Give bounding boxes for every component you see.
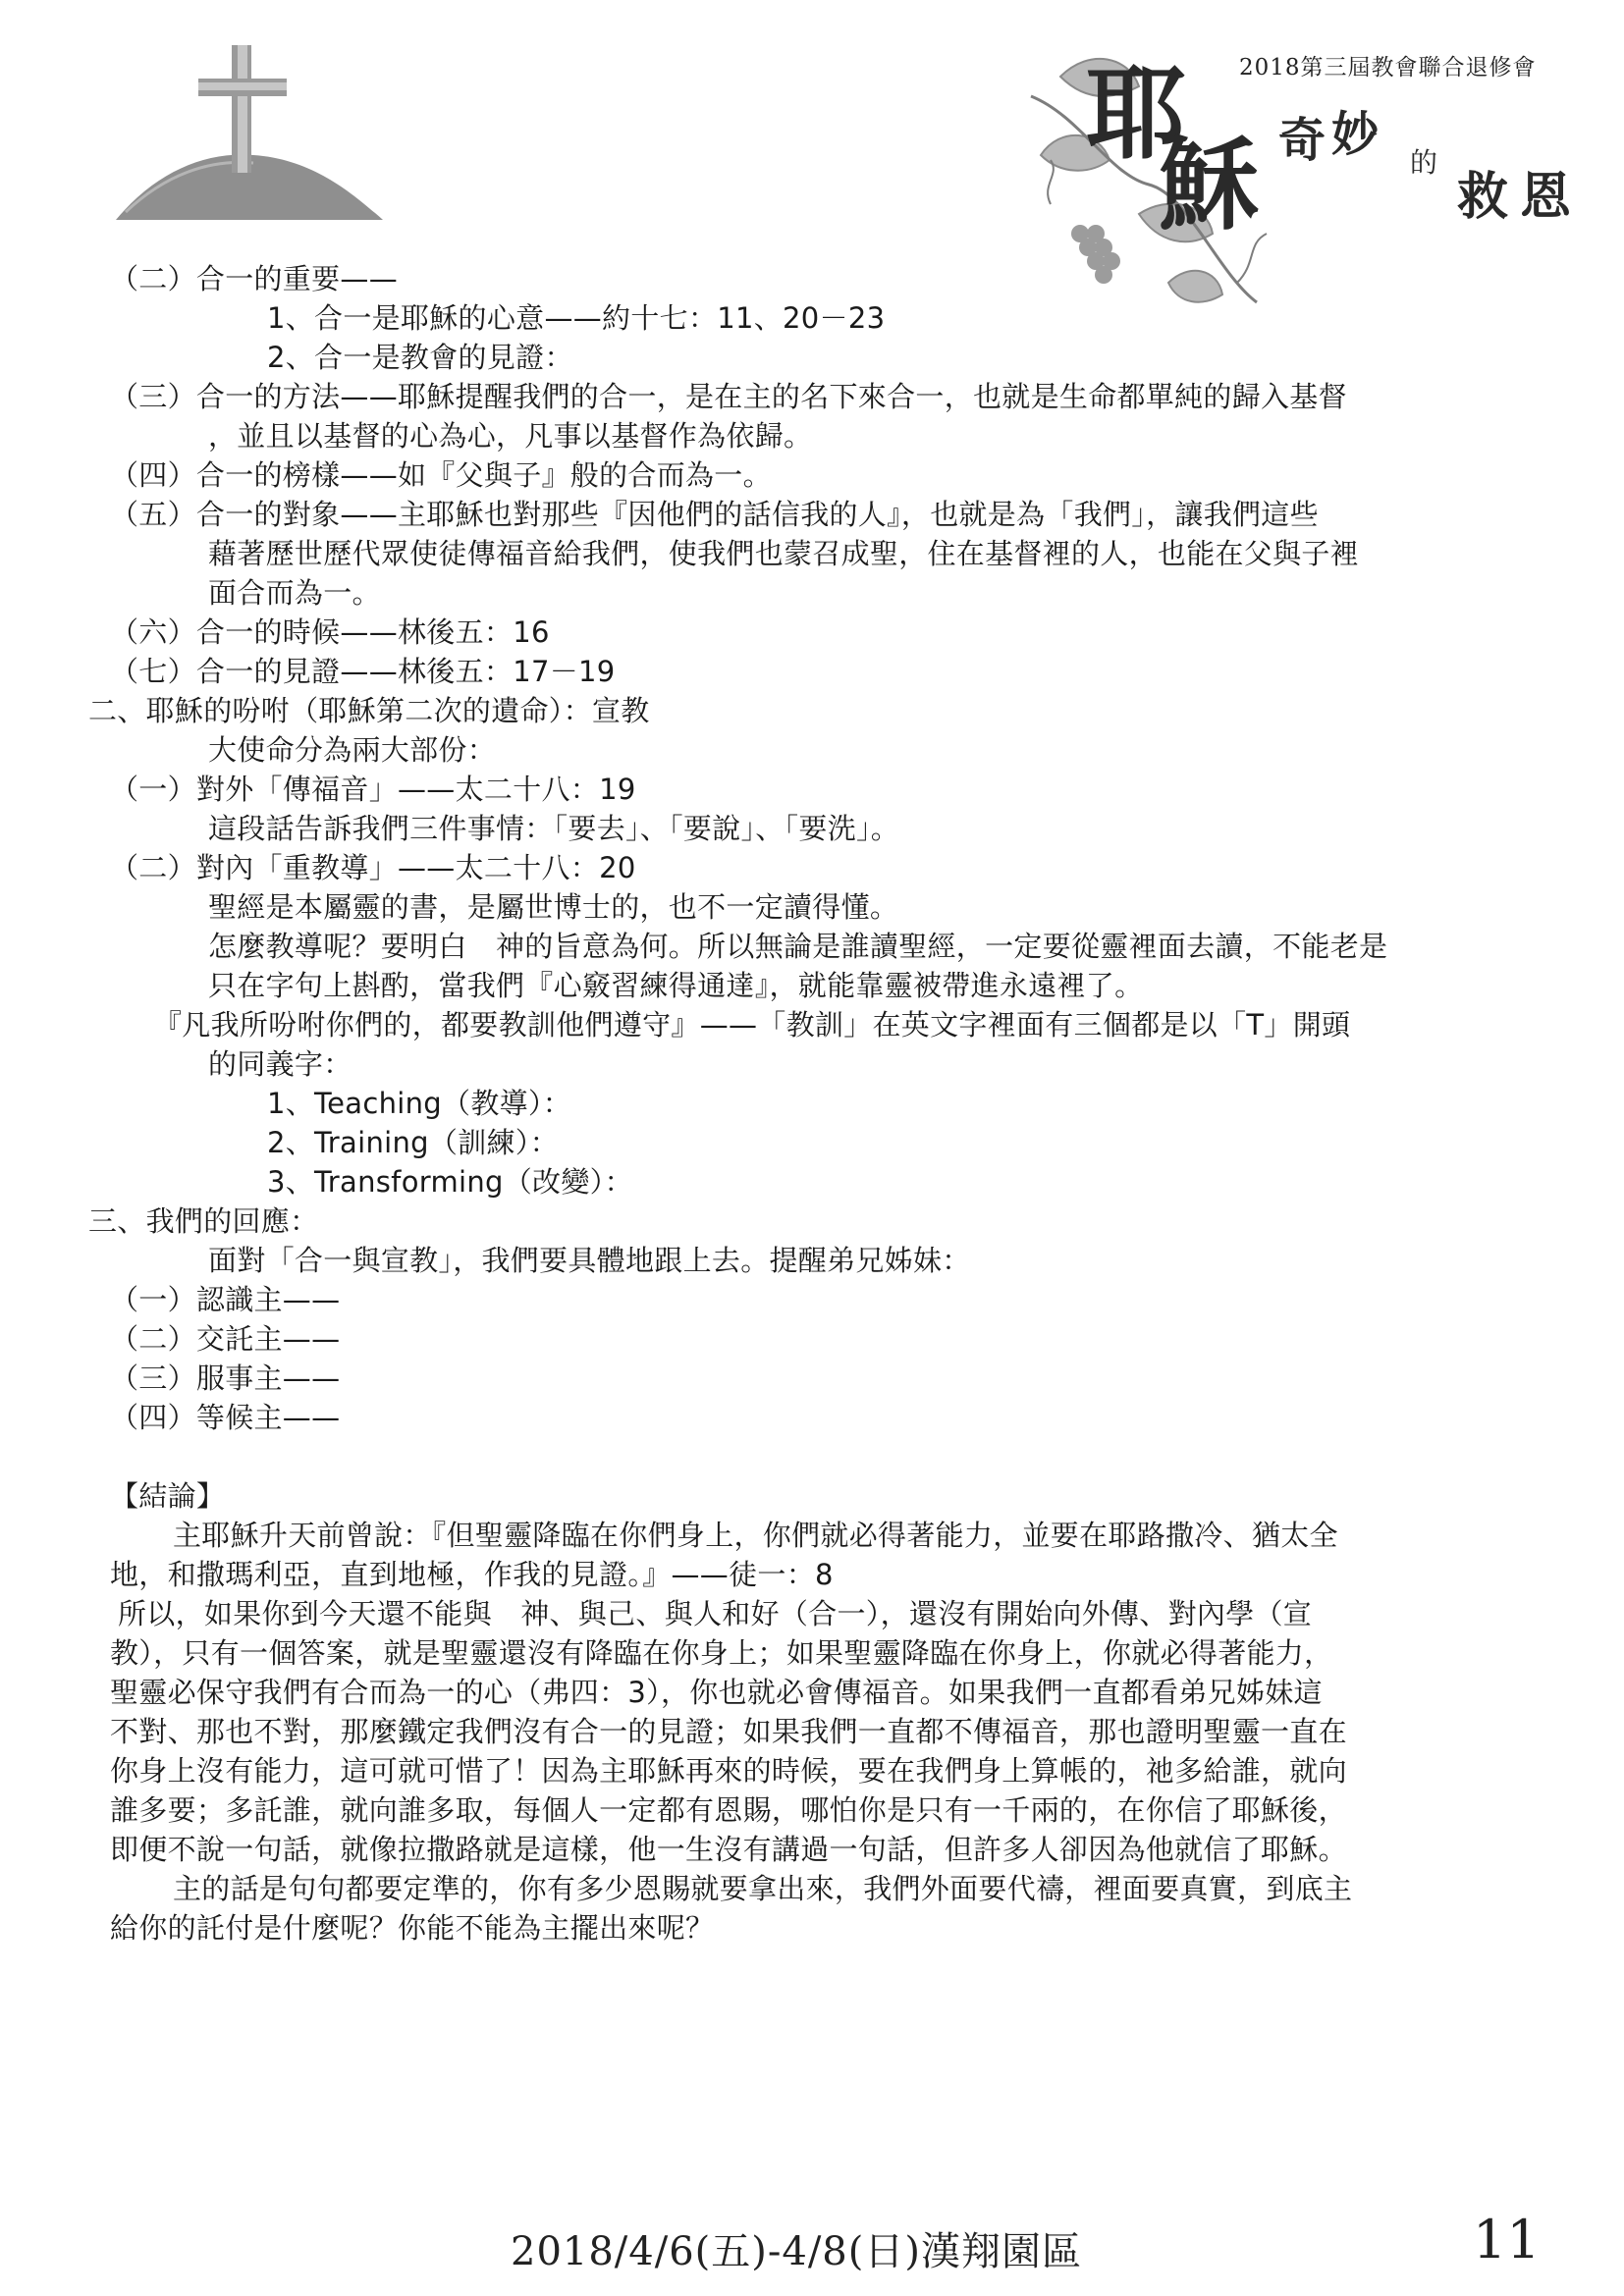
text-line: 3、Transforming（改變）： — [267, 1165, 633, 1199]
text-line: 你身上沒有能力，這可就可惜了！因為主耶穌再來的時候，要在我們身上算帳的，祂多給誰，就向 — [110, 1754, 1347, 1788]
text-line: 聖靈必保守我們有合而為一的心（弗四：3），你也就必會傳福音。如果我們一直都看弟兄姊妹這 — [110, 1676, 1323, 1709]
text-line: 大使命分為兩大部份： — [208, 733, 497, 767]
text-line: 不對、那也不對，那麼鐵定我們沒有合一的見證；如果我們一直都不傳福音，那也證明聖靈一直在 — [110, 1715, 1347, 1748]
text-line: （二）合一的重要—— — [110, 262, 399, 295]
page-number: 11 — [1473, 2209, 1541, 2270]
text-line: 所以，如果你到今天還不能與 神、與己、與人和好（合一），還沒有開始向外傳、對內學（宣 — [118, 1597, 1313, 1630]
section-heading: 【結論】 — [110, 1479, 226, 1513]
body-text — [88, 259, 1534, 1948]
logo-char-qi: 奇 — [1278, 113, 1326, 168]
text-line: 這段話告訴我們三件事情：「要去」、「要說」、「要洗」。 — [208, 812, 900, 845]
text-line: 誰多要；多託誰，就向誰多取，每個人一定都有恩賜，哪怕你是只有一千兩的，在你信了耶穌後， — [110, 1793, 1347, 1827]
logo-char-ye: 耶 — [1086, 56, 1186, 174]
text-line: （四）合一的榜樣——如『父與子』般的合而為一。 — [110, 458, 772, 492]
text-line: （三）合一的方法——耶穌提醒我們的合一，是在主的名下來合一，也就是生命都單純的歸入基督 — [110, 380, 1347, 413]
cross-on-hill-icon — [116, 45, 383, 224]
logo-char-en: 恩 — [1520, 167, 1572, 227]
logo-char-su: 穌 — [1159, 127, 1259, 244]
logo-char-jiu: 救 — [1457, 167, 1509, 227]
text-line: 1、合一是耶穌的心意——約十七：11、20－23 — [267, 301, 886, 335]
text-line: 2、合一是教會的見證： — [267, 341, 573, 374]
text-line: 面對「合一與宣教」，我們要具體地跟上去。提醒弟兄姊妹： — [208, 1244, 971, 1277]
text-line: 即便不說一句話，就像拉撒路就是這樣，他一生沒有講過一句話，但許多人卻因為他就信了耶穌。 — [110, 1833, 1347, 1866]
text-line: 2、Training（訓練）： — [267, 1126, 559, 1159]
text-line: （三）服事主—— — [110, 1362, 341, 1395]
section-heading: 二、耶穌的吩咐（耶穌第二次的遺命）：宣教 — [88, 694, 650, 727]
text-line: ，並且以基督的心為心，凡事以基督作為依歸。 — [208, 419, 813, 453]
text-line: （六）合一的時候——林後五：16 — [110, 615, 550, 649]
text-line: （一）認識主—— — [110, 1283, 341, 1316]
text-line: 藉著歷世歷代眾使徒傳福音給我們，使我們也蒙召成聖，住在基督裡的人，也能在父與子裡 — [208, 537, 1360, 570]
text-line: （二）對內「重教導」——太二十八：20 — [110, 851, 636, 884]
text-line: 面合而為一。 — [208, 576, 381, 610]
section-heading: 三、我們的回應： — [88, 1204, 319, 1238]
text-line: （五）合一的對象——主耶穌也對那些『因他們的話信我的人』，也就是為「我們」，讓我們這些 — [110, 498, 1319, 531]
text-line: 地，和撒瑪利亞，直到地極，作我的見證。』——徒一：8 — [110, 1558, 834, 1591]
footer-event-info: 2018/4/6(五)-4/8(日)漢翔園區 — [511, 2229, 1082, 2274]
text-line: 給你的託付是什麼呢？你能不能為主擺出來呢？ — [110, 1911, 715, 1945]
logo-char-de: 的 — [1410, 146, 1438, 179]
text-line: （二）交託主—— — [110, 1322, 341, 1356]
text-line: 的同義字： — [208, 1047, 352, 1081]
text-line: 怎麼教導呢？要明白 神的旨意為何。所以無論是誰讀聖經，一定要從靈裡面去讀，不能老是 — [208, 930, 1388, 963]
text-line: 教），只有一個答案，就是聖靈還沒有降臨在你身上；如果聖靈降臨在你身上，你就必得著能力， — [110, 1636, 1333, 1670]
text-line: 『凡我所吩咐你們的，都要教訓他們遵守』——「教訓」在英文字裡面有三個都是以「T」開頭 — [153, 1008, 1351, 1041]
text-line: （一）對外「傳福音」——太二十八：19 — [110, 773, 636, 806]
header-subtitle: 2018第三屆教會聯合退修會 — [1239, 55, 1537, 80]
text-line: 主的話是句句都要定準的，你有多少恩賜就要拿出來，我們外面要代禱，裡面要真實，到底主 — [173, 1872, 1353, 1905]
text-line: （七）合一的見證——林後五：17－19 — [110, 655, 616, 688]
text-line: 聖經是本屬靈的書，是屬世博士的，也不一定讀得懂。 — [208, 890, 899, 924]
text-line: 只在字句上斟酌，當我們『心竅習練得通達』，就能靠靈被帶進永遠裡了。 — [208, 969, 1144, 1002]
text-line: 1、Teaching（教導）： — [267, 1087, 572, 1120]
text-line: （四）等候主—— — [110, 1401, 341, 1434]
logo-char-miao: 妙 — [1331, 107, 1380, 162]
text-line: 主耶穌升天前曾說：『但聖靈降臨在你們身上，你們就必得著能力，並要在耶路撒冷、猶太全 — [173, 1519, 1338, 1552]
